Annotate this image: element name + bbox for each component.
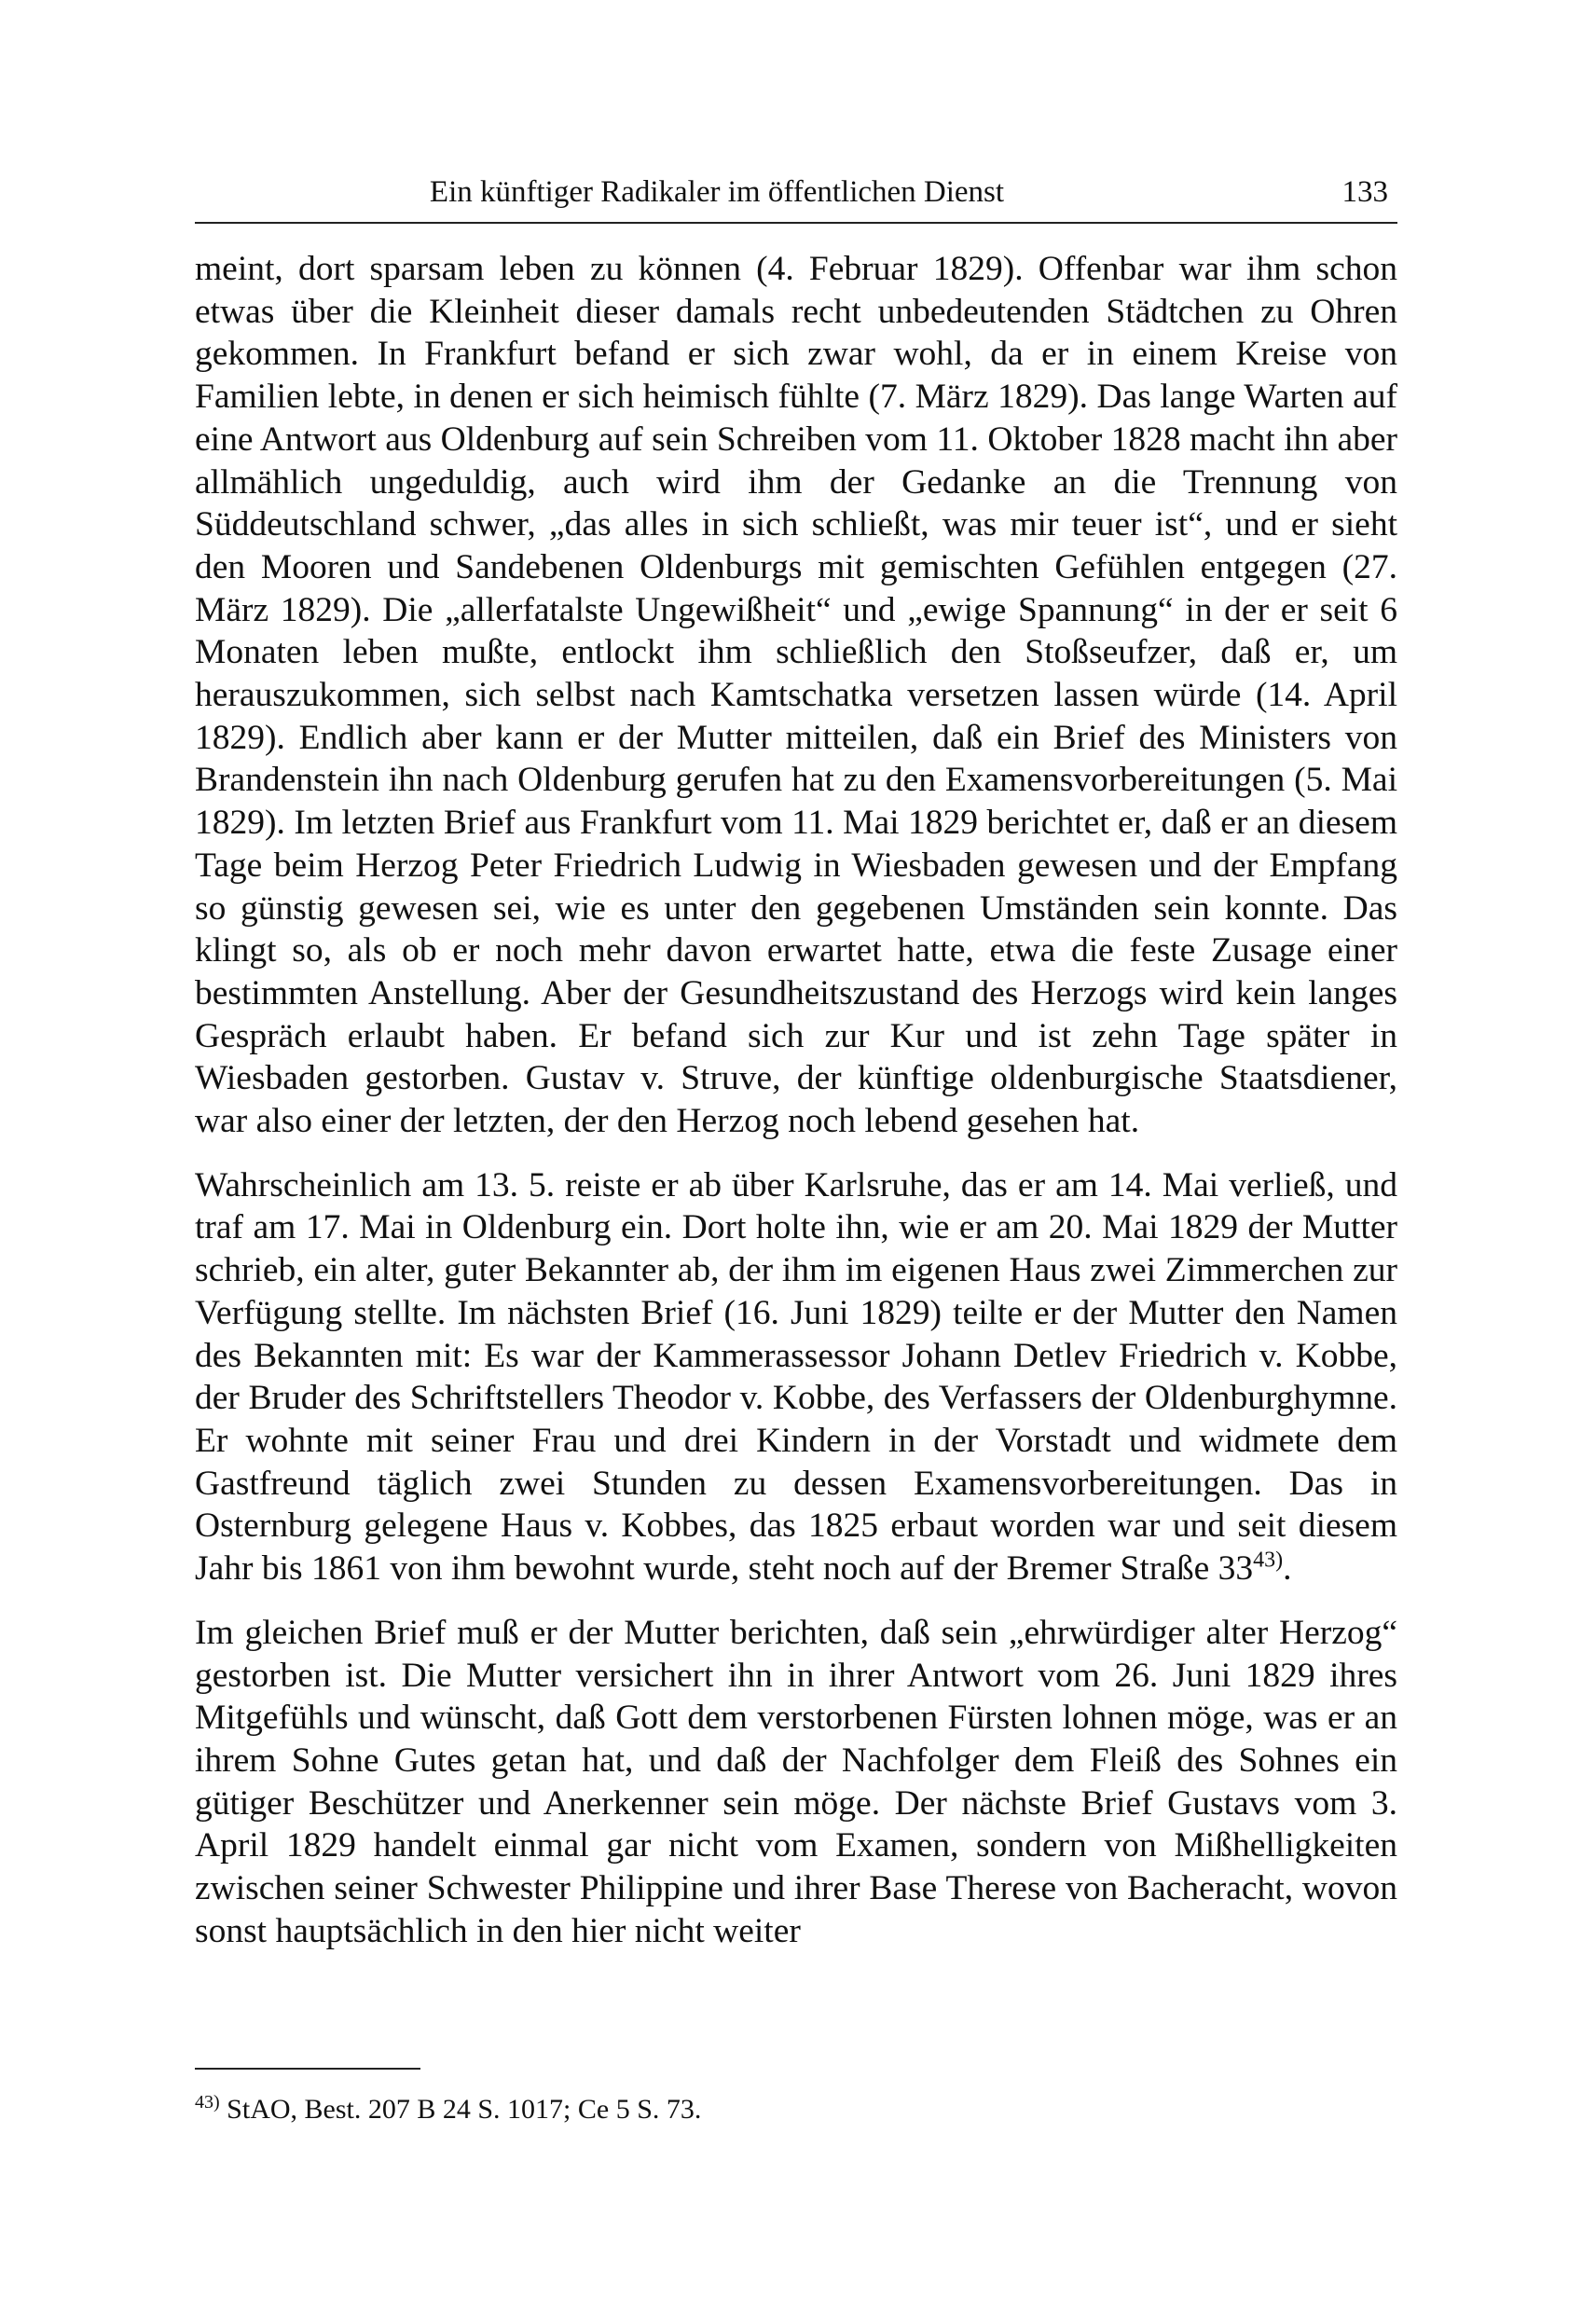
footnote-reference: 43) <box>1253 1548 1284 1573</box>
footnote <box>195 2085 1397 2127</box>
paragraph-3 <box>195 1612 1397 1953</box>
paragraph-1 <box>195 248 1397 1143</box>
paragraph-1-text: meint, dort sparsam leben zu können (4. Februar 1829). Offenbar war ihm schon etwas über die Kleinheit dieser damals recht unbedeutenden Städtchen zu Ohren gekommen. In Frankfurt befand er sich zwar wohl, da er in einem Kreise von Familien lebte, in denen er sich heimisch fühlte (7. März 1829). Das lange Warten auf eine Antwort aus Oldenburg auf sein Schreiben vom 11. Oktober 1828 macht ihn aber allmählich ungeduldig, auch wird ihm der Gedanke an die Trennung von Süddeutschland schwer, „das alles in sich schließt, was mir teuer ist“, und er sieht den Mooren und Sandebenen Oldenburgs mit gemischten Gefühlen entgegen (27. März 1829). Die „allerfatalste Ungewißheit“ und „ewige Spannung“ in der er seit 6 Monaten leben mußte, entlockt ihm schließlich den Stoßseufzer, daß er, um herauszukommen, sich selbst nach Kamtschatka versetzen lassen würde (14. April 1829). Endlich aber kann er der Mutter mitteilen, daß ein Brief des Ministers von Brandenstein ihn nach Oldenburg gerufen hat zu den Examensvorbereitungen (5. Mai 1829). Im letzten Brief aus Frankfurt vom 11. Mai 1829 berichtet er, daß er an diesem Tage beim Herzog Peter Friedrich Ludwig in Wiesbaden gewesen und der Empfang so günstig gewesen sei, wie es unter den gegebenen Umständen sein konnte. Das klingt so, als ob er noch mehr davon erwartet hatte, etwa die feste Zusage einer bestimmten Anstellung. Aber der Gesundheitszustand des Herzogs wird kein langes Gespräch erlaubt haben. Er befand sich zur Kur und ist zehn Tage später in Wiesbaden gestorben. Gustav v. Struve, der künftige oldenburgische Staatsdiener, war also einer der letzten, der den Herzog noch lebend gesehen hat. <box>195 250 1397 1141</box>
paragraph-2 <box>195 1164 1397 1590</box>
paragraph-2-end: . <box>1283 1549 1292 1589</box>
paragraph-2-text: Wahrscheinlich am 13. 5. reiste er ab über Karlsruhe, das er am 14. Mai verließ, und traf am 17. Mai in Oldenburg ein. Dort holte ihn, wie er am 20. Mai 1829 der Mutter schrieb, ein alter, guter Bekannter ab, der ihm im eigenen Haus zwei Zimmerchen zur Verfügung stellte. Im nächsten Brief (16. Juni 1829) teilte er der Mutter den Namen des Bekannten mit: Es war der Kammerassessor Johann Detlev Friedrich v. Kobbe, der Bruder des Schriftstellers Theodor v. Kobbe, des Verfassers der Oldenburghymne. Er wohnte mit seiner Frau und drei Kindern in der Vorstadt und widmete dem Gastfreund täglich zwei Stunden zu dessen Examensvorbereitungen. Das in Osternburg gelegene Haus v. Kobbes, das 1825 erbaut worden war und seit diesem Jahr bis 1861 von ihm bewohnt wurde, steht noch auf der Bremer Straße 33 <box>195 1165 1397 1589</box>
page-number: 133 <box>1341 175 1388 209</box>
footnote-marker: 43) <box>195 2092 220 2112</box>
running-title: Ein künftiger Radikaler im öffentlichen Dienst <box>429 175 1005 209</box>
paragraph-3-text: Im gleichen Brief muß er der Mutter berichten, daß sein „ehrwürdiger alter Herzog“ gestorben ist. Die Mutter versichert ihn in ihrer Antwort vom 26. Juni 1829 ihres Mitgefühls und wünscht, daß Gott dem verstorbenen Fürsten lohnen möge, was er an ihrem Sohne Gutes getan hat, und daß der Nachfolger dem Fleiß des Sohnes ein gütiger Beschützer und Anerkenner sein möge. Der nächste Brief Gustavs vom 3. April 1829 handelt einmal gar nicht vom Examen, sondern von Mißhelligkeiten zwischen seiner Schwester Philippine und ihrer Base Therese von Bacheracht, wovon sonst hauptsächlich in den hier nicht weiter <box>195 1613 1397 1950</box>
body-text <box>195 248 1397 1952</box>
footnote-text: StAO, Best. 207 B 24 S. 1017; Ce 5 S. 73. <box>227 2094 702 2125</box>
header-rule <box>195 222 1397 224</box>
footnote-rule <box>195 2068 420 2070</box>
